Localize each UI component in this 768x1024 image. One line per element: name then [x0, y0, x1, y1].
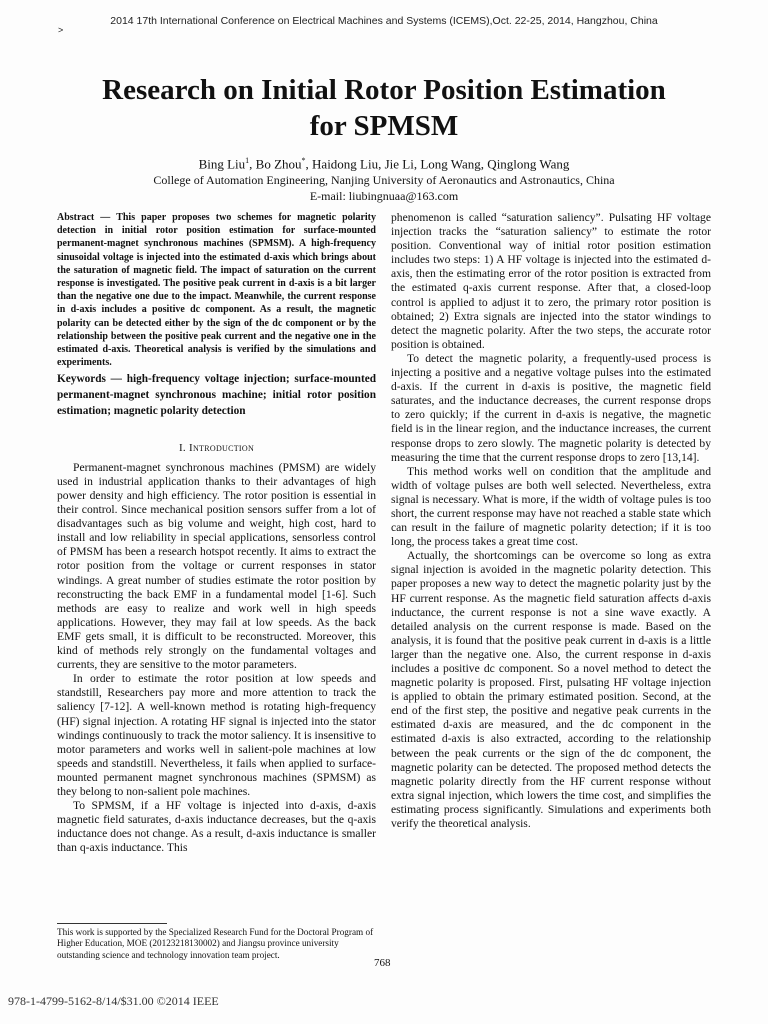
page-number: 768 [374, 957, 391, 969]
left-paragraph: Permanent-magnet synchronous machines (PMSM) are widely used in industrial application thanks to their advantages of high power density and high efficiency. The rotor position is essential in their control. Since mechanical position sensors suffer from a lot of disadvantages such as big volume and weight, high cost, hard to install and low reliability in special applications, sensorless control of PMSM has been a research hotspot recently. It aims to extract the rotor position from the voltage or current responses in stator windings. A great number of studies estimate the rotor position by reconstructing the back EMF in a fundamental model [1-6]. Such methods are easy to realize and work well in high speeds applications. However, they may fail at low speeds. As the back EMF gets small, it is difficult to be reconstructed. Moreover, this kind of methods rely strongly on the fundamental voltages and currents, they are sensitive to the motor parameters. [57, 460, 376, 672]
left-paragraph: To SPMSM, if a HF voltage is injected into d-axis, d-axis magnetic field saturates, d-axis inductance decreases, but the q-axis inductance does not change. As a result, d-axis inductance is smaller than q-axis inductance. This [57, 799, 376, 855]
paper-title [40, 72, 728, 144]
author-1: Bing Liu [198, 156, 246, 172]
right-paragraph: Actually, the shortcomings can be overcome so long as extra signal injection is avoided in the magnetic polarity detection. This paper proposes a new way to detect the magnetic polarity just by the HF current response. As the magnetic field saturation affects d-axis inductance, the current response is not a sine wave exactly. A detailed analysis on the current response is made. Based on the analysis, it is found that the positive peak current in d-axis is a little larger than the negative one. Also, the current response in d-axis includes a positive dc component. So a novel method to detect the magnetic polarity is proposed. First, pulsating HF voltage injection is applied to obtain the primary estimated position. Second, at the end of the first step, the positive and negative peak currents in the estimated d-axis are measured, and the dc component in the estimated d-axis is also extracted, according to the relationship between the peak currents or the sign of the dc component, the magnetic polarity can be detected. The proposed method detects the magnetic polarity directly from the HF current response without extra signal injection, which lowers the time cost, and simplifies the estimating process significantly. Simulations and experiments both verify the theoretical analysis. [391, 549, 711, 831]
other-authors: , Haidong Liu, Jie Li, Long Wang, Qinglong Wang [305, 156, 570, 172]
footnote: This work is supported by the Specialized Research Fund for the Doctoral Program of Higher Education, MOE (20123218130002) and Jiangsu province university outstanding science and technology innovation team project. [57, 927, 374, 960]
author-list [0, 153, 768, 172]
right-paragraph: This method works well on condition that the amplitude and width of voltage pulses are both well selected. Nevertheless, extra signal is necessary. What is more, if the width of voltage pules is too short, the current response may have not reached a stable state which can result in the failure of magnetic polarity detection; if it is too long, the process takes a great time cost. [391, 464, 711, 549]
right-column [391, 211, 711, 831]
affiliation: College of Automation Engineering, Nanjing University of Aeronautics and Astronautics, China [153, 173, 615, 187]
section-title: Introduction [189, 441, 255, 454]
section-heading [57, 442, 376, 454]
title-line-1: Research on Initial Rotor Position Estimation [102, 74, 666, 106]
author-1-sup: 1 [245, 156, 250, 165]
footnote-divider [57, 923, 167, 924]
left-column [57, 211, 376, 855]
isbn-copyright: 978-1-4799-5162-8/14/$31.00 ©2014 IEEE [8, 994, 219, 1008]
author-2-sup: * [301, 156, 306, 165]
left-paragraph: In order to estimate the rotor position at low speeds and standstill, Researchers pay more and more attention to track the saliency [7-12]. A well-known method is rotating high-frequency (HF) signal injection. A rotating HF signal is injected into the stator windings continuously to track the motor saliency. It is insensitive to motor parameters and works well in salient-pole machines at low speeds and standstill. Nevertheless, it fails when applied to surface-mounted permanent magnet synchronous machines (SPMSM) as they belong to non-salient pole machines. [57, 672, 376, 798]
right-paragraph: To detect the magnetic polarity, a frequently-used process is injecting a positive and a negative voltage pulses into the estimated d-axis. If the current in d-axis is positive, the magnetic field saturates, and the inductance decreases, the current response drops to zero quickly; if the current in d-axis is negative, the magnetic field is in the linear region, and the inductance increases, the current response drops to zero slowly. The magnetic polarity is detected by measuring the time that the current response drops to zero [13,14]. [391, 351, 711, 464]
email: E-mail: liubingnuaa@163.com [309, 189, 459, 203]
abstract: Abstract — This paper proposes two schemes for magnetic polarity detection in initial rotor position estimation for surface-mounted permanent-magnet synchronous machines (SPMSM). A high-frequency sinusoidal voltage is injected into the estimated d-axis which brings about the saturation of magnetic field. The impact of saturation on the current response is investigated. The positive peak current in d-axis is a bit larger than the negative one due to the impact. Meanwhile, the current response in d-axis includes a positive dc component. As a result, the magnetic polarity can be detected either by the sign of the dc component or by the relationship between the positive peak current and the negative one in the estimated d-axis. Theoretical analysis is verified by the simulations and experiments. [57, 212, 376, 369]
right-paragraph: phenomenon is called “saturation saliency”. Pulsating HF voltage injection tracks the “saturation saliency” to estimate the rotor position. Conventional way of initial rotor position estimation includes two steps: 1) A HF voltage is injected into the estimated d-axis, then the estimating error of the rotor position is extracted from the estimated q-axis current response. After that, a closed-loop control is applied to adjust it to zero, the primary rotor position is obtained; 2) Extra signals are injected into the stator windings to detect the magnetic polarity. After the two steps, the accurate rotor position is obtained. [391, 211, 711, 351]
margin-mark: > [58, 25, 64, 35]
author-2: , Bo Zhou [249, 156, 302, 172]
keywords: Keywords — high-frequency voltage injection; surface-mounted permanent-magnet synchronous machine; initial rotor position estimation; magnetic polarity detection [57, 373, 376, 418]
title-line-2: for SPMSM [309, 110, 459, 142]
conference-header: 2014 17th International Conference on Electrical Machines and Systems (ICEMS),Oct. 22-25, 2014, Hangzhou, China [110, 15, 658, 27]
section-number: I. [178, 441, 186, 454]
